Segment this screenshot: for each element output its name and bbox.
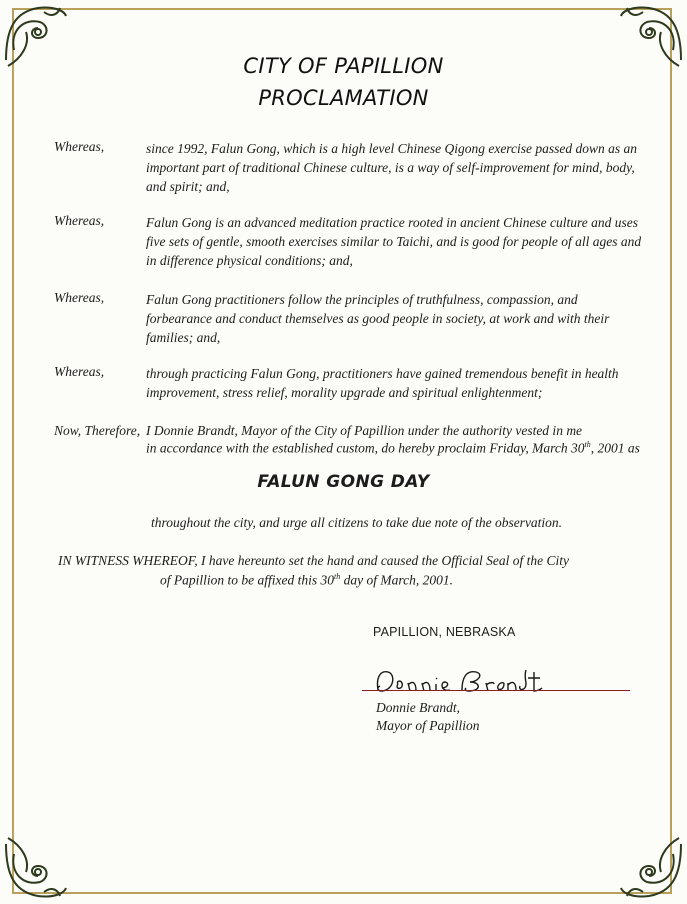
now-therefore-superscript: th [584, 440, 591, 449]
whereas-label-4: Whereas, [54, 364, 105, 379]
now-therefore-line-1: I Donnie Brandt, Mayor of the City of Papillion under the authority vested in me [146, 423, 583, 438]
witness-line-2-post: day of March, 2001. [340, 572, 453, 588]
witness-superscript: th [333, 572, 341, 581]
now-therefore-label: Now, Therefore, [54, 423, 141, 438]
signature-line [362, 690, 630, 691]
signer-title: Mayor of Papillion [376, 718, 480, 733]
witness-line-1: IN WITNESS WHEREOF, I have hereunto set the hand and caused the Official Seal of the City [58, 553, 570, 568]
whereas-text-3: Falun Gong practitioners follow the principles of truthfulness, compassion, and forbearance and conduct themselves as good people in society, at work and with their families; and, [146, 292, 610, 345]
urge-text: throughout the city, and urge all citizens to take due note of the observation. [151, 515, 563, 530]
corner-flourish-icon [615, 832, 687, 904]
signer-name: Donnie Brandt, [376, 700, 460, 715]
now-therefore-line-2-post: , 2001 as [590, 440, 640, 456]
whereas-label-1: Whereas, [54, 139, 105, 154]
now-therefore-line-2 [146, 440, 640, 457]
whereas-text-1: since 1992, Falun Gong, which is a high level Chinese Qigong exercise passed down as an important part of traditional Chinese culture, is a way of self-improvement for mind, body, and spirit; and, [146, 141, 638, 194]
proclaimed-day-title: FALUN GONG DAY [257, 472, 430, 492]
document-subtitle: PROCLAMATION [258, 86, 429, 110]
document-title: CITY OF PAPILLION [243, 54, 444, 78]
whereas-text-4: through practicing Falun Gong, practitioners have gained tremendous benefit in health improvement, stress relief, morality upgrade and spiritual enlightenment; [146, 366, 619, 400]
whereas-text-2: Falun Gong is an advanced meditation practice rooted in ancient Chinese culture and uses five sets of gentle, smooth exercises similar to Taichi, and is good for people of all ages and in difference physical conditions; and, [146, 215, 642, 268]
whereas-label-3: Whereas, [54, 290, 105, 305]
mayor-signature [370, 664, 550, 698]
corner-flourish-icon [0, 832, 72, 904]
witness-line-2 [160, 572, 453, 589]
place-of-signing: PAPILLION, NEBRASKA [373, 625, 516, 639]
now-therefore-line-2-pre: in accordance with the established custom, do hereby proclaim Friday, March 30 [146, 440, 585, 456]
witness-line-2-pre: of Papillion to be affixed this 30 [160, 572, 334, 588]
whereas-label-2: Whereas, [54, 213, 105, 228]
